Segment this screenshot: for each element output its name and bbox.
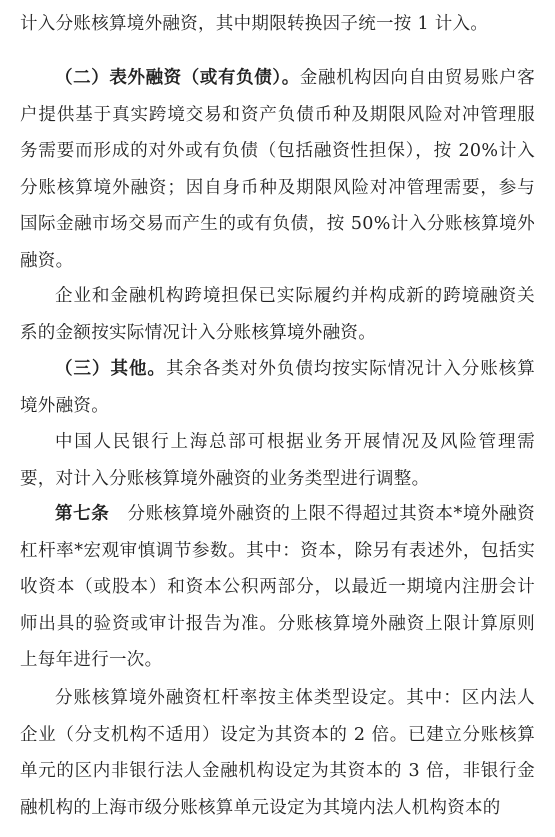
paragraph-cross-border-guarantee <box>20 278 535 351</box>
paragraph-other <box>20 351 535 424</box>
paragraph-text: 分账核算境外融资的上限不得超过其资本*境外融资杠杆率*宏观审慎调节参数。其中：资本，除另有表述外，包括实收资本（或股本）和资本公积两部分，以最近一期境内注册会计师出具的验资或审计报告为准。分账核算境外融资上限计算原则上每年进行一次。 <box>20 504 535 670</box>
paragraph-text: 金融机构因向自由贸易账户客户提供基于真实跨境交易和资产负债币种及期限风险对冲管理服务需要而形成的对外或有负债（包括融资性担保），按 20%计入分账核算境外融资；因自身币种及期限风险对冲管理需要，参与国际金融市场交易而产生的或有负债，按 50%计入分账核算境外融资。 <box>20 68 535 271</box>
paragraph-leverage-ratio <box>20 680 535 826</box>
paragraph-off-balance-financing <box>20 60 535 279</box>
paragraph-text: 企业和金融机构跨境担保已实际履约并构成新的跨境融资关系的金额按实际情况计入分账核算境外融资。 <box>20 286 535 343</box>
paragraph-text: 分账核算境外融资杠杆率按主体类型设定。其中：区内法人企业（分支机构不适用）设定为其资本的 2 倍。已建立分账核算单元的区内非银行法人金融机构设定为其资本的 3 倍，非银行金融机构的上海市级分账核算单元设定为其境内法人机构资本的 <box>20 688 535 818</box>
paragraph-text: 计入分账核算境外融资，其中期限转换因子统一按 1 计入。 <box>20 14 489 34</box>
paragraph-pboc-adjustment <box>20 424 535 497</box>
section-heading: （三）其他。 <box>55 359 166 379</box>
paragraph-text: 其余各类对外负债均按实际情况计入分账核算境外融资。 <box>20 359 535 416</box>
article-heading: 第七条 <box>55 504 110 524</box>
article-seven <box>20 496 535 679</box>
paragraph-continuation <box>20 6 535 43</box>
section-heading: （二）表外融资（或有负债）。 <box>55 68 300 88</box>
paragraph-text: 中国人民银行上海总部可根据业务开展情况及风险管理需要，对计入分账核算境外融资的业务类型进行调整。 <box>20 432 535 489</box>
